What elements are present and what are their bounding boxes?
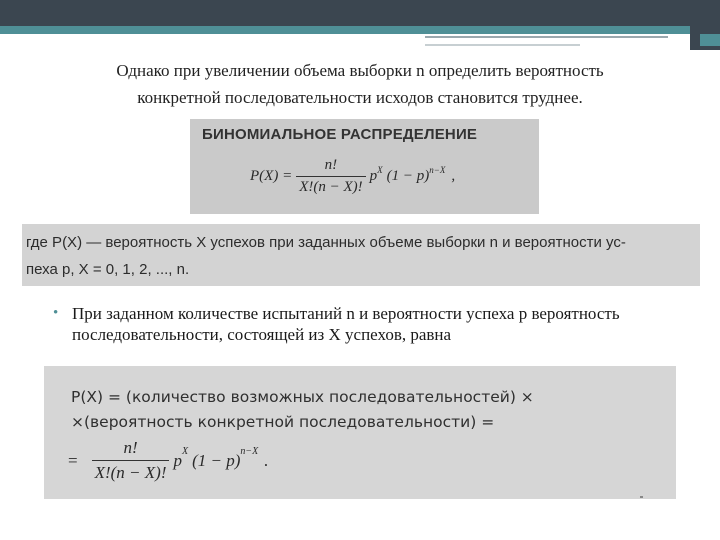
bullet-item xyxy=(53,303,693,345)
formula-exp-n-x: n−X xyxy=(240,446,259,457)
decor-line-short xyxy=(425,44,580,46)
decor-line xyxy=(425,36,668,38)
definition-line-1: где P(X) — вероятность X успехов при заданных объеме выборки n и вероятности ус- xyxy=(26,234,626,251)
formula-title: БИНОМИАЛЬНОЕ РАСПРЕДЕЛЕНИЕ xyxy=(202,126,478,143)
formula-base-p: p xyxy=(369,168,378,184)
image-speck xyxy=(640,496,643,498)
top-accent-stripe xyxy=(0,26,720,34)
binomial-formula-image xyxy=(190,119,539,214)
probability-formula-image xyxy=(44,366,676,499)
intro-line-1: Однако при увеличении объема выборки n определить вероятность xyxy=(116,61,604,80)
formula-exp-x: X xyxy=(377,164,383,175)
formula-eq: = xyxy=(68,450,78,470)
bullet-icon: • xyxy=(53,305,59,321)
formula-line-1: P(X) = (количество возможных последовательностей) × xyxy=(71,388,534,406)
formula-trail: . xyxy=(264,450,269,470)
definition-text xyxy=(26,229,698,283)
formula-fraction xyxy=(296,157,365,196)
formula-exp-n-x: n−X xyxy=(429,164,446,175)
probability-formula xyxy=(68,438,269,483)
intro-line-2: конкретной последовательности исходов становится труднее. xyxy=(137,88,583,107)
fraction-denominator: X!(n − X)! xyxy=(92,460,170,483)
definition-line-2: пеха p, X = 0, 1, 2, ..., n. xyxy=(26,261,190,278)
fraction-numerator: n! xyxy=(324,157,338,173)
formula-base-p: p xyxy=(173,450,182,470)
formula-base-q: (1 − p) xyxy=(192,450,241,470)
accent-corner xyxy=(700,34,720,46)
formula-line-2: ×(вероятность конкретной последовательности) = xyxy=(71,413,495,431)
binomial-formula xyxy=(250,157,455,196)
formula-fraction xyxy=(92,438,170,483)
formula-lhs: P(X) = xyxy=(250,168,293,184)
formula-base-q: (1 − p) xyxy=(386,168,430,184)
intro-paragraph xyxy=(30,57,690,111)
fraction-denominator: X!(n − X)! xyxy=(296,176,365,196)
formula-trail: , xyxy=(451,168,456,184)
definition-image xyxy=(22,224,700,286)
fraction-numerator: n! xyxy=(123,438,138,457)
formula-exp-x: X xyxy=(181,446,189,457)
bullet-text: При заданном количестве испытаний n и вероятности успеха p вероятность последовательности, состоящей из X успехов, равна xyxy=(72,304,620,344)
top-decor-bar xyxy=(0,0,720,26)
